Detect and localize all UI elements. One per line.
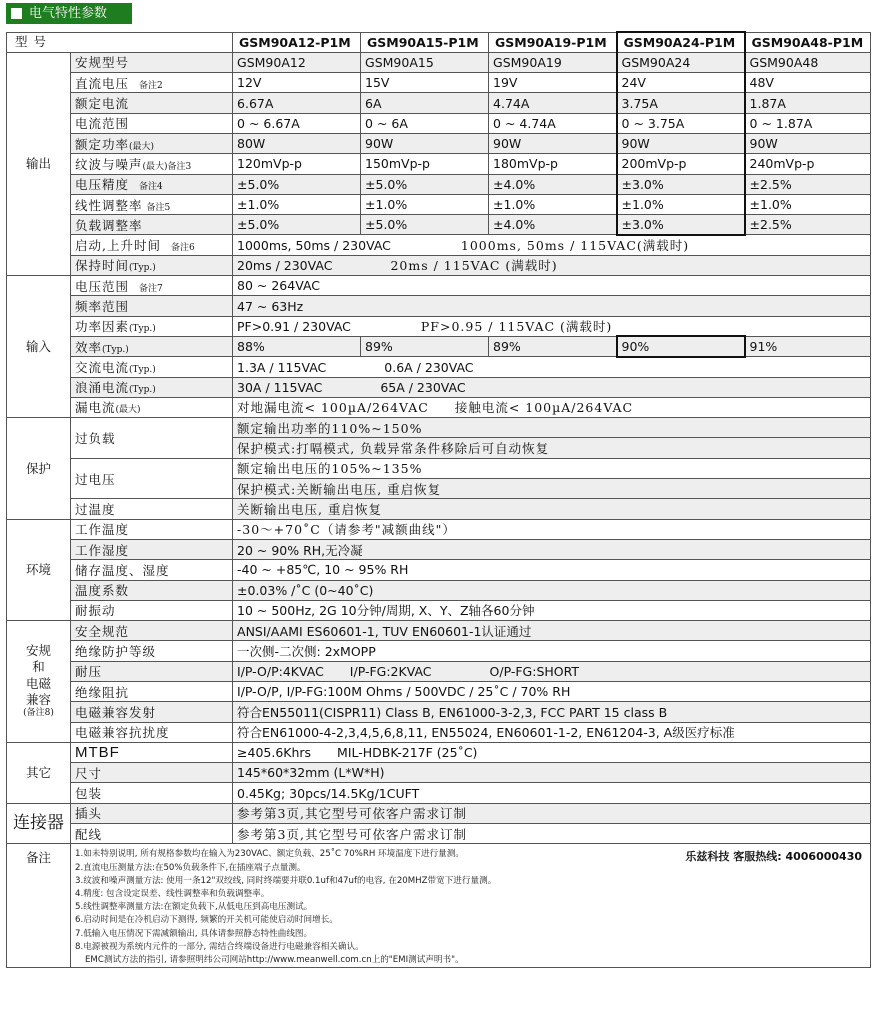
table-row: [7, 824, 871, 844]
table-row: [7, 316, 871, 336]
table-row: [7, 255, 871, 275]
cell: 0 ~ 6A: [361, 113, 489, 133]
cell: GSM90A12: [233, 52, 361, 72]
remark-line: 6.启动时间是在冷机启动下测得, 频繁的开关机可能使启动时间增长。: [75, 915, 338, 926]
cell: 24V: [617, 73, 745, 93]
cell: 180mVp-p: [489, 154, 617, 174]
cell: ANSI/AAMI ES60601-1, TUV EN60601-1认证通过: [233, 621, 871, 641]
cell: ±3.0%: [617, 215, 745, 235]
cell: 保护模式:打嗝模式, 负载异常条件移除后可自动恢复: [233, 438, 871, 458]
category-remarks: 备注: [7, 844, 71, 968]
row-label: 额定电流: [71, 93, 233, 113]
table-row: [7, 113, 871, 133]
spec-table: [6, 31, 871, 968]
table-row: [7, 133, 871, 153]
row-label: 保持时间(Typ.): [71, 255, 233, 275]
cell: 1.87A: [745, 93, 871, 113]
cell: I/P-O/P, I/P-FG:100M Ohms / 500VDC / 25˚C / 70% RH: [233, 682, 871, 702]
cell: ±1.0%: [361, 194, 489, 214]
row-label: 浪涌电流(Typ.): [71, 377, 233, 397]
cell: 20 ~ 90% RH,无冷凝: [233, 539, 871, 559]
row-label: 效率(Typ.): [71, 336, 233, 356]
table-row: [7, 357, 871, 377]
cell: ±1.0%: [745, 194, 871, 214]
cell: 对地漏电流< 100µA/264VAC 接触电流< 100µA/264VAC: [233, 397, 871, 417]
cell: 90W: [489, 133, 617, 153]
row-label: 工作湿度: [71, 539, 233, 559]
section-header: [6, 3, 132, 24]
cell: GSM90A19: [489, 52, 617, 72]
table-row: [7, 661, 871, 681]
cell: ±5.0%: [361, 215, 489, 235]
row-label: 电磁兼容抗扰度: [71, 722, 233, 742]
row-label: 温度系数: [71, 580, 233, 600]
table-row: [7, 519, 871, 539]
cell: 保护模式:关断输出电压, 重启恢复: [233, 479, 871, 499]
cell: ±2.5%: [745, 215, 871, 235]
row-label: 过负载: [71, 418, 233, 459]
table-row: [7, 397, 871, 417]
table-row: [7, 154, 871, 174]
cell: 10 ~ 500Hz, 2G 10分钟/周期, X、Y、Z轴各60分钟: [233, 600, 871, 620]
cell: ±4.0%: [489, 215, 617, 235]
cell: ±5.0%: [233, 174, 361, 194]
row-label: 交流电流(Typ.): [71, 357, 233, 377]
cell: ±5.0%: [361, 174, 489, 194]
row-label: 电压范围 备注7: [71, 276, 233, 296]
cell: 0 ~ 3.75A: [617, 113, 745, 133]
row-label: 绝缘阻抗: [71, 682, 233, 702]
table-row: [7, 276, 871, 296]
cell: 90%: [617, 336, 745, 356]
model-name: GSM90A12-P1M: [233, 32, 361, 52]
cell: 0.45Kg; 30pcs/14.5Kg/1CUFT: [233, 783, 871, 803]
category-others: 其它: [7, 742, 71, 803]
cell: 89%: [361, 336, 489, 356]
cell: ±2.5%: [745, 174, 871, 194]
table-row: [7, 803, 871, 823]
row-label: 安规型号: [71, 52, 233, 72]
row-label: 频率范围: [71, 296, 233, 316]
category-input: 输入: [7, 276, 71, 418]
cell: 符合EN55011(CISPR11) Class B, EN61000-3-2,3, FCC PART 15 class B: [233, 702, 871, 722]
cell: 19V: [489, 73, 617, 93]
cell: 90W: [617, 133, 745, 153]
remark-line: 2.直流电压测量方法:在50%负载条件下,在插座端子点量测。: [75, 862, 306, 873]
table-row: [7, 194, 871, 214]
cell: 符合EN61000-4-2,3,4,5,6,8,11, EN55024, EN60601-1-2, EN61204-3, A级医疗标准: [233, 722, 871, 742]
row-label: 包装: [71, 783, 233, 803]
cell: ≥405.6Khrs MIL-HDBK-217F (25˚C): [233, 742, 871, 762]
table-row: [7, 539, 871, 559]
table-row: [7, 621, 871, 641]
remark-line: EMC测试方法的指引, 请参照明纬公司网站http://www.meanwell.com.cn上的"EMI测试声明书"。: [85, 955, 464, 965]
cell: 参考第3页,其它型号可依客户需求订制: [233, 803, 871, 823]
cell: ±1.0%: [489, 194, 617, 214]
cell: 200mVp-p: [617, 154, 745, 174]
cell: GSM90A15: [361, 52, 489, 72]
row-label: 过温度: [71, 499, 233, 519]
cell: 80 ~ 264VAC: [233, 276, 871, 296]
cell: 80W: [233, 133, 361, 153]
table-row: [7, 336, 871, 356]
cell: 额定输出电压的105%~135%: [233, 458, 871, 478]
cell: 6.67A: [233, 93, 361, 113]
row-label: 纹波与噪声(最大)备注3: [71, 154, 233, 174]
cell: 1.3A / 115VAC 0.6A / 230VAC: [233, 357, 871, 377]
cell: 20ms / 230VAC 20ms / 115VAC (满载时): [233, 255, 871, 275]
category-output: 输出: [7, 52, 71, 275]
remark-line: 8.电源被视为系统内元件的一部分, 需结合终端设备进行电磁兼容相关确认。: [75, 941, 364, 952]
table-row: [7, 682, 871, 702]
cell: I/P-O/P:4KVAC I/P-FG:2KVAC O/P-FG:SHORT: [233, 661, 871, 681]
cell: ±3.0%: [617, 174, 745, 194]
cell: 120mVp-p: [233, 154, 361, 174]
row-label: 耐振动: [71, 600, 233, 620]
cell: ±1.0%: [617, 194, 745, 214]
table-row: [7, 600, 871, 620]
row-label: 负载调整率: [71, 215, 233, 235]
table-row: [7, 722, 871, 742]
cell: 88%: [233, 336, 361, 356]
row-label: 过电压: [71, 458, 233, 499]
cell: 关断输出电压, 重启恢复: [233, 499, 871, 519]
row-label: 电磁兼容发射: [71, 702, 233, 722]
cell: 12V: [233, 73, 361, 93]
cell: 90W: [361, 133, 489, 153]
table-row: [7, 296, 871, 316]
category-environment: 环境: [7, 519, 71, 620]
table-row: [7, 215, 871, 235]
cell: 额定输出功率的110%~150%: [233, 418, 871, 438]
table-row: [7, 93, 871, 113]
cell: 6A: [361, 93, 489, 113]
model-name: GSM90A24-P1M: [617, 32, 745, 52]
row-label: 额定功率(最大): [71, 133, 233, 153]
row-label: 电流范围: [71, 113, 233, 133]
remark-line: 3.纹波和噪声测量方法: 使用一条12"双绞线, 同时终端要并联0.1uf和47uf的电容, 在20MHZ带宽下进行量测。: [75, 875, 497, 886]
table-row: [7, 702, 871, 722]
table-row: [7, 458, 871, 478]
table-row: [7, 742, 871, 762]
cell: 0 ~ 6.67A: [233, 113, 361, 133]
remark-line: 4.精度: 包含设定误差、线性调整率和负载调整率。: [75, 888, 270, 899]
cell: 0 ~ 1.87A: [745, 113, 871, 133]
row-label: 插头: [71, 803, 233, 823]
cell: 3.75A: [617, 93, 745, 113]
remark-line: 5.线性调整率测量方法:在额定负载下,从低电压到高电压测试。: [75, 902, 313, 913]
cell: 90W: [745, 133, 871, 153]
category-safety-emc: 安规 和 电磁 兼容 (备注8): [7, 621, 71, 743]
cell: 0 ~ 4.74A: [489, 113, 617, 133]
model-name: GSM90A15-P1M: [361, 32, 489, 52]
row-label: 尺寸: [71, 763, 233, 783]
section-title: 电气特性参数: [29, 6, 108, 21]
table-row: [7, 52, 871, 72]
cell: GSM90A24: [617, 52, 745, 72]
cell: 30A / 115VAC 65A / 230VAC: [233, 377, 871, 397]
category-connector: 连接器: [7, 803, 71, 844]
cell: 47 ~ 63Hz: [233, 296, 871, 316]
table-row: [7, 763, 871, 783]
cell: ±5.0%: [233, 215, 361, 235]
remark-line: 1.如未特别说明, 所有规格参数均在输入为230VAC、额定负载、25˚C 70%RH 环境温度下进行量测。: [75, 849, 464, 860]
row-label: 直流电压 备注2: [71, 73, 233, 93]
row-label: 线性调整率 备注5: [71, 194, 233, 214]
service-hotline: 乐兹科技 客服热线: 4006000430: [685, 850, 863, 864]
cell: 91%: [745, 336, 871, 356]
table-row: [7, 641, 871, 661]
remarks-cell: [71, 844, 871, 968]
cell: 参考第3页,其它型号可依客户需求订制: [233, 824, 871, 844]
row-label: 绝缘防护等级: [71, 641, 233, 661]
square-bullet-icon: [11, 8, 22, 19]
row-label: 启动,上升时间 备注6: [71, 235, 233, 255]
cell: 48V: [745, 73, 871, 93]
cell: -40 ~ +85℃, 10 ~ 95% RH: [233, 560, 871, 580]
cell: 4.74A: [489, 93, 617, 113]
cell: 240mVp-p: [745, 154, 871, 174]
cell: 1000ms, 50ms / 230VAC 1000ms, 50ms / 115VAC(满载时): [233, 235, 871, 255]
remark-line: 7.低输入电压情况下需减额输出, 具体请参照静态特性曲线图。: [75, 928, 313, 939]
cell: -30～+70˚C（请参考"减额曲线"）: [233, 519, 871, 539]
model-row: [7, 32, 871, 52]
cell: ±0.03% /˚C (0~40˚C): [233, 580, 871, 600]
table-row: [7, 560, 871, 580]
cell: PF>0.91 / 230VAC PF>0.95 / 115VAC (满载时): [233, 316, 871, 336]
row-label: 安全规范: [71, 621, 233, 641]
table-row: [7, 235, 871, 255]
model-name: GSM90A19-P1M: [489, 32, 617, 52]
model-label: 型号: [7, 32, 233, 52]
row-label: 漏电流(最大): [71, 397, 233, 417]
cell: 一次侧-二次侧: 2xMOPP: [233, 641, 871, 661]
row-label: 耐压: [71, 661, 233, 681]
remarks-row: [7, 844, 871, 968]
table-row: [7, 783, 871, 803]
table-row: [7, 499, 871, 519]
cell: ±1.0%: [233, 194, 361, 214]
row-label: 配线: [71, 824, 233, 844]
row-label: 工作温度: [71, 519, 233, 539]
table-row: [7, 377, 871, 397]
cell: 89%: [489, 336, 617, 356]
cell: GSM90A48: [745, 52, 871, 72]
cell: ±4.0%: [489, 174, 617, 194]
table-row: [7, 580, 871, 600]
row-label: 功率因素(Typ.): [71, 316, 233, 336]
cell: 150mVp-p: [361, 154, 489, 174]
cell: 145*60*32mm (L*W*H): [233, 763, 871, 783]
table-row: [7, 174, 871, 194]
cell: 15V: [361, 73, 489, 93]
row-label: 电压精度 备注4: [71, 174, 233, 194]
row-label: 储存温度、湿度: [71, 560, 233, 580]
row-label: MTBF: [71, 742, 233, 762]
table-row: [7, 73, 871, 93]
table-row: [7, 418, 871, 438]
model-name: GSM90A48-P1M: [745, 32, 871, 52]
category-protection: 保护: [7, 418, 71, 519]
